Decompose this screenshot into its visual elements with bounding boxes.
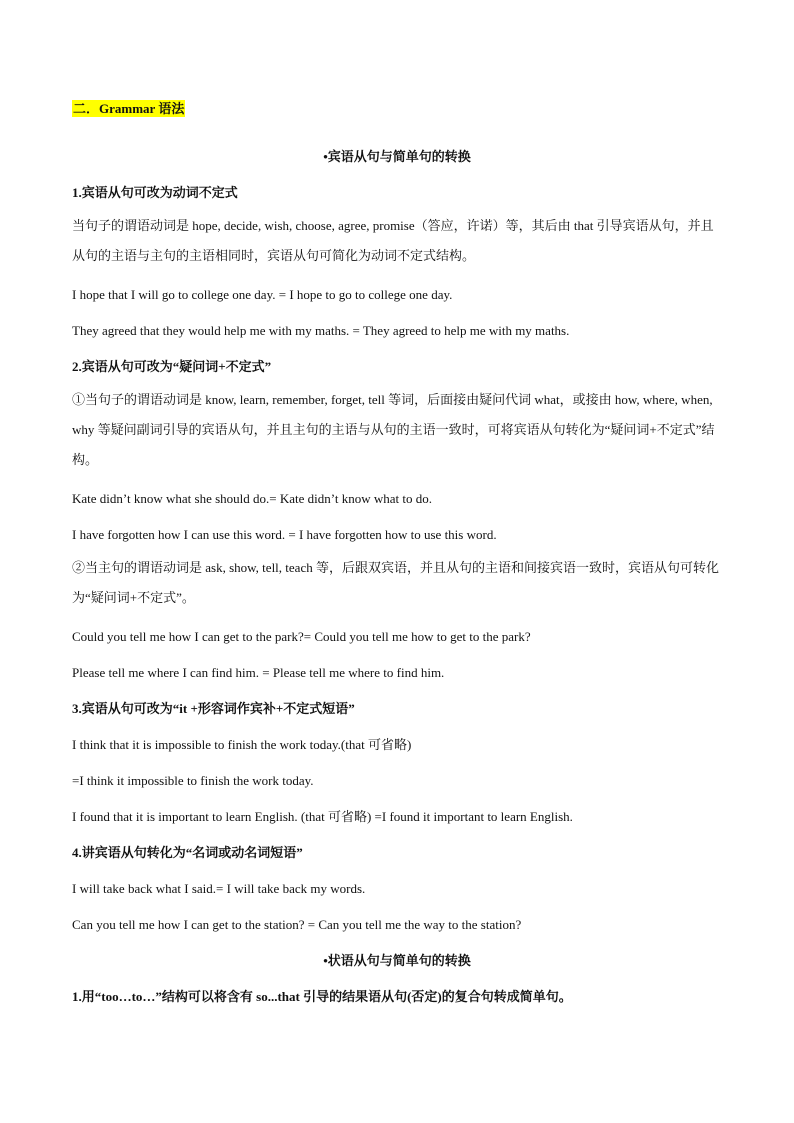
rule3-example-1: I think that it is impossible to finish the work today.(that 可省略) xyxy=(72,737,412,752)
object-clause-heading: •宾语从句与简单句的转换 xyxy=(323,149,471,164)
rule4-title: 4.讲宾语从句转化为“名词或动名词短语” xyxy=(72,845,303,860)
rule3-title: 3.宾语从句可改为“it +形容词作宾补+不定式短语” xyxy=(72,701,355,716)
rule1-example-2: They agreed that they would help me with my maths. = They agreed to help me with my maths. xyxy=(72,323,570,338)
rule3-example-3: I found that it is important to learn English. (that 可省略) =I found it important to learn English. xyxy=(72,809,573,824)
section-title xyxy=(72,99,722,119)
rule1-example-1: I hope that I will go to college one day. = I hope to go to college one day. xyxy=(72,287,453,302)
rule2-example-3: Could you tell me how I can get to the park?= Could you tell me how to get to the park? xyxy=(72,629,531,644)
rule1-text: 当句子的谓语动词是 hope, decide, wish, choose, agree, promise（答应，许诺）等，其后由 that 引导宾语从句，并且从句的主语与主句的主语相同时，宾语从句可简化为动词不定式结构。 xyxy=(72,218,714,263)
adverbial-rule1-title: 1.用“too…to…”结构可以将含有 so...that 引导的结果语从句(否定)的复合句转成简单句。 xyxy=(72,989,572,1004)
rule2-example-1: Kate didn’t know what she should do.= Kate didn’t know what to do. xyxy=(72,491,432,506)
rule3-example-2: =I think it impossible to finish the work today. xyxy=(72,773,314,788)
rule2-title: 2.宾语从句可改为“疑问词+不定式” xyxy=(72,359,272,374)
rule2-example-4: Please tell me where I can find him. = Please tell me where to find him. xyxy=(72,665,445,680)
rule2-example-2: I have forgotten how I can use this word. = I have forgotten how to use this word. xyxy=(72,527,497,542)
adverbial-clause-heading: •状语从句与简单句的转换 xyxy=(323,953,471,968)
rule1-title: 1.宾语从句可改为动词不定式 xyxy=(72,185,238,200)
rule2-text-2: ②当主句的谓语动词是 ask, show, tell, teach 等，后跟双宾语，并且从句的主语和间接宾语一致时，宾语从句可转化为“疑问词+不定式”。 xyxy=(72,560,719,605)
section-title-highlight: 二．Grammar 语法 xyxy=(73,101,185,116)
rule2-text-1: ①当句子的谓语动词是 know, learn, remember, forget, tell 等词，后面接由疑问代词 what，或接由 how, where, when, why 等疑问副词引导的宾语从句，并且主句的主语与从句的主语一致时，可将宾语从句转化为“疑问词+不定式”结构。 xyxy=(72,392,715,467)
rule4-example-2: Can you tell me how I can get to the station? = Can you tell me the way to the station? xyxy=(72,917,522,932)
rule4-example-1: I will take back what I said.= I will take back my words. xyxy=(72,881,366,896)
